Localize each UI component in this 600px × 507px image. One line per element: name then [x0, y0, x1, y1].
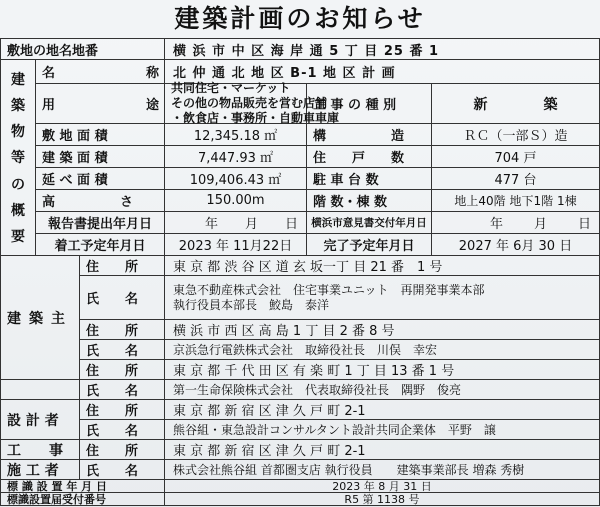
sign-number-label: 標識設置届受付番号 [0, 493, 165, 506]
owner-name: 第一生命保険株式会社 代表取締役社長 隅野 俊亮 [165, 380, 600, 400]
year-unit: 年 [490, 217, 504, 232]
building-overview-char: 建 [11, 72, 25, 89]
designer-name-label: 氏 名 [80, 420, 165, 440]
sign-date-label: 標 識 設 置 年 月 日 [0, 480, 165, 493]
building-area-value: 7,447.93 ㎡ [165, 146, 307, 168]
floors-label: 階 数・棟 数 [307, 190, 432, 212]
units-label: 住 戸 数 [307, 146, 432, 168]
parking-value: 477 台 [432, 168, 600, 190]
opinion-date-label: 横浜市意見書交付年月日 [307, 212, 432, 234]
height-value: 150.00m [165, 190, 307, 212]
floor-area-label: 延 べ 面 積 [36, 168, 165, 190]
owner-name-line: 東急不動産株式会社 住宅事業ユニット 再開発事業本部 [173, 282, 485, 297]
floors-value: 地上40階 地下1階 1棟 [432, 190, 600, 212]
supervisor-address: 東 京 都 新 宿 区 津 久 戸 町 2-1 [165, 440, 600, 460]
owner-name-label: 氏 名 [80, 276, 165, 320]
day-unit: 日 [577, 217, 591, 232]
owner-name-label: 氏 名 [80, 340, 165, 360]
use-label: 用 途 [36, 84, 165, 124]
year-unit: 年 [205, 217, 219, 232]
owner-address: 東 京 都 渋 谷 区 道 玄 坂一丁 目 21 番 1 号 [165, 256, 600, 276]
work-type-label: 工 事 の 種 別 [307, 84, 432, 124]
designer-address-label: 住 所 [80, 400, 165, 420]
designer-label: 設 計 者 [0, 400, 80, 440]
report-date-label: 報告書提出年月日 [36, 212, 165, 234]
owner-address: 横 浜 市 西 区 高 島 1 丁 目 2 番 8 号 [165, 320, 600, 340]
site-area-label: 敷 地 面 積 [36, 124, 165, 146]
name-value: 北 仲 通 北 地 区 B-1 地 区 計 画 [165, 60, 600, 84]
supervisor-address-label: 住 所 [80, 440, 165, 460]
owner-label-char: 築 [29, 310, 51, 327]
start-date-label: 着工予定年月日 [36, 234, 165, 256]
contractor-name-label: 氏 名 [80, 460, 165, 480]
sign-date-value: 2023 年 8 月 31 日 [165, 480, 600, 493]
building-overview-label [0, 60, 36, 256]
owner-address-label: 住 所 [80, 256, 165, 276]
contractor-name: 株式会社熊谷組 首都圏支店 執行役員 建築事業部長 増森 秀樹 [165, 460, 600, 480]
finish-date-value: 2027 年 6月 30 日 [432, 234, 600, 256]
use-value [165, 81, 340, 125]
day-unit: 日 [284, 217, 298, 232]
owner-name: 京浜急行電鉄株式会社 取締役社長 川俣 幸宏 [165, 340, 600, 360]
building-overview-char: 等 [11, 150, 25, 167]
contractor-label: 施 工 者 [0, 460, 80, 480]
opinion-date-value [432, 212, 600, 234]
page-title: 建築計画のお知らせ [0, 0, 600, 38]
owner-label-char: 建 [7, 310, 29, 327]
parking-label: 駐 車 台 数 [307, 168, 432, 190]
owner-label [0, 256, 80, 380]
name-label: 名 称 [36, 60, 165, 84]
building-area-label: 建 築 面 積 [36, 146, 165, 168]
owner-address-label: 住 所 [80, 360, 165, 380]
site-value: 横 浜 市 中 区 海 岸 通 5 丁 目 25 番 1 [165, 38, 600, 60]
owner-name [165, 276, 600, 320]
building-overview-char: 物 [11, 124, 25, 141]
report-date-value [165, 212, 307, 234]
designer-address: 東 京 都 新 宿 区 津 久 戸 町 2-1 [165, 400, 600, 420]
use-line: その他の物品販売を営む店舗 [171, 96, 328, 110]
owner-name-line: 執行役員本部長 鮫島 泰洋 [173, 297, 330, 312]
month-unit: 月 [533, 217, 547, 232]
work-type-value: 新 築 [432, 84, 600, 124]
finish-date-label: 完了予定年月日 [307, 234, 432, 256]
supervisor-label: 工 事 [0, 440, 80, 460]
structure-value: ＲＣ（一部Ｓ）造 [432, 124, 600, 146]
building-overview-char: 要 [11, 228, 25, 245]
owner-address: 東 京 都 千 代 田 区 有 楽 町 1 丁 目 13 番 1 号 [165, 360, 600, 380]
blank-cell [0, 380, 80, 400]
building-overview-char: 概 [11, 202, 25, 219]
owner-name-label: 氏 名 [80, 380, 165, 400]
sign-number-value: R5 第 1138 号 [165, 493, 600, 506]
use-line: 共同住宅・マーケット [171, 81, 291, 95]
building-overview-char: の [11, 176, 25, 193]
start-date-value: 2023 年 11月22日 [165, 234, 307, 256]
notice-table [0, 38, 600, 506]
use-line: ・飲食店・事務所・自動車車庫 [171, 111, 340, 125]
floor-area-value: 109,406.43 ㎡ [165, 168, 307, 190]
structure-label: 構 造 [307, 124, 432, 146]
height-label: 高 さ [36, 190, 165, 212]
site-label: 敷地の地名地番 [0, 38, 165, 60]
units-value: 704 戸 [432, 146, 600, 168]
building-overview-char: 築 [11, 98, 25, 115]
month-unit: 月 [244, 217, 258, 232]
owner-address-label: 住 所 [80, 320, 165, 340]
designer-name: 熊谷組・東急設計コンサルタント設計共同企業体 平野 譲 [165, 420, 600, 440]
site-area-value: 12,345.18 ㎡ [165, 124, 307, 146]
owner-label-char: 主 [51, 310, 73, 327]
